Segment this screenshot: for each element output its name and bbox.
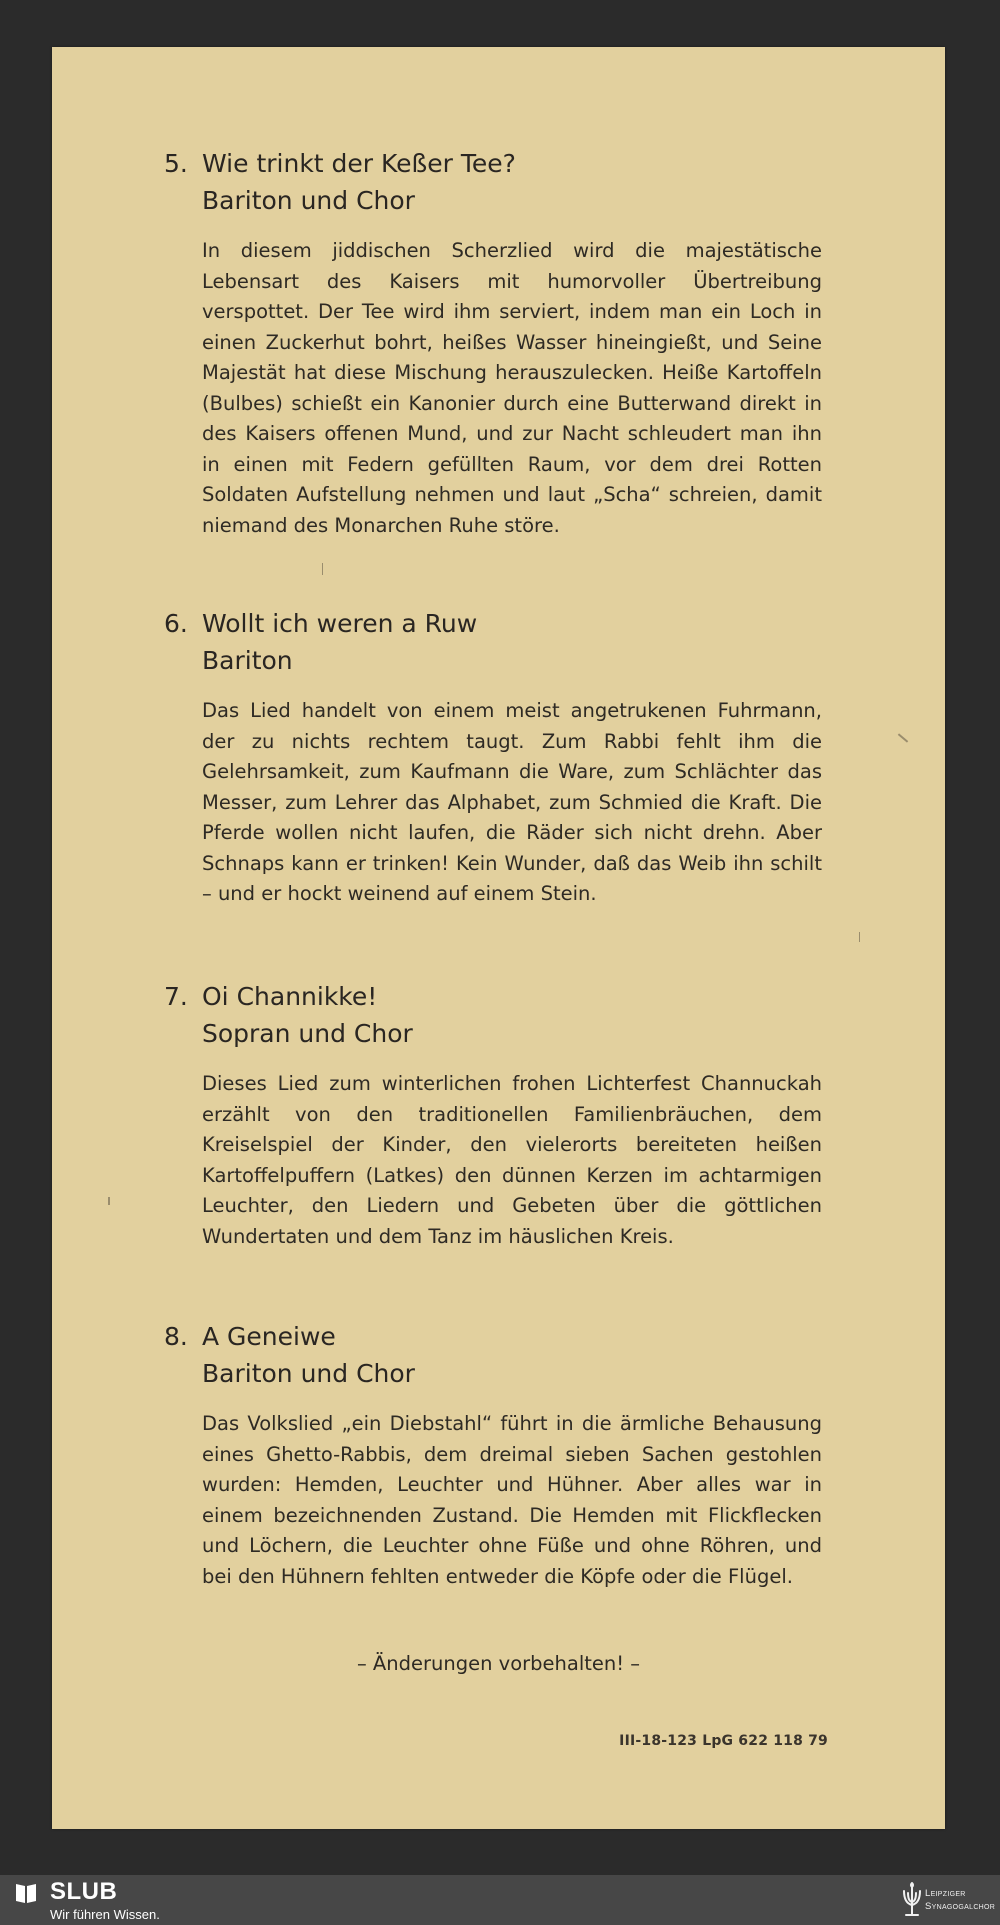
- song-performers: Bariton: [202, 646, 293, 675]
- choir-name: [925, 1887, 995, 1913]
- item-number: 5.: [164, 149, 188, 178]
- footer-bar: [0, 1875, 1000, 1925]
- song-performers: Bariton und Chor: [202, 1359, 415, 1388]
- changes-reserved-note: – Änderungen vorbehalten! –: [356, 1652, 641, 1675]
- library-tagline: Wir führen Wissen.: [50, 1907, 160, 1922]
- paper-speck: [859, 932, 860, 942]
- song-title: A Geneiwe: [202, 1322, 336, 1351]
- item-number: 7.: [164, 982, 188, 1011]
- song-performers: Sopran und Chor: [202, 1019, 413, 1048]
- song-performers: Bariton und Chor: [202, 186, 415, 215]
- program-sheet: [52, 47, 945, 1829]
- song-description: Dieses Lied zum winterlichen frohen Lichterfest Channuckah erzählt von den traditionellen Familienbräuchen, dem Kreiselspiel der Kinder, den vielerorts bereiteten heißen Kartoffelpuffern (Latkes) den dünnen Kerzen im achtarmigen Leuchter, den Liedern und Gebeten über die göttlichen Wundertaten und dem Tanz im häuslichen Kreis.: [202, 1072, 822, 1248]
- print-code: III-18-123 LpG 622 118 79: [619, 1733, 828, 1749]
- choir-name-line-1: Leipziger: [925, 1888, 966, 1899]
- song-description: In diesem jiddischen Scherzlied wird die majestätische Lebensart des Kaisers mit humorvoller Übertreibung verspottet. Der Tee wird ihm serviert, indem man ein Loch in einen Zuckerhut bohrt, heißes Wasser hineingießt, und Seine Majestät hat diese Mischung herauszulecken. Heiße Kartoffeln (Bulbes) schießt ein Kanonier durch eine Butterwand direkt in des Kaisers offenen Mund, und zur Nacht schleudert man ihn in einen mit Federn gefüllten Raum, vor dem drei Rotten Soldaten Aufstellung nehmen und laut „Scha“ schreien, damit niemand des Monarchen Ruhe störe.: [202, 239, 822, 537]
- song-title: Wollt ich weren a Ruw: [202, 609, 478, 638]
- item-number: 6.: [164, 609, 188, 638]
- song-title: Oi Channikke!: [202, 982, 378, 1011]
- paper-speck: [898, 733, 908, 742]
- menorah-logo-icon: [898, 1881, 926, 1921]
- item-number: 8.: [164, 1322, 188, 1351]
- library-name: SLUB: [50, 1878, 118, 1905]
- song-title: Wie trinkt der Keßer Tee?: [202, 149, 516, 178]
- song-description: Das Volkslied „ein Diebstahl“ führt in die ärmliche Behausung eines Ghetto-Rabbis, dem dreimal sieben Sachen gestohlen wurden: Hemden, Leuchter und Hühner. Aber alles war in einem bezeichnenden Zustand. Die Hemden mit Flickflecken und Löchern, die Leuchter ohne Füße und ohne Röhren, und bei den Hühnern fehlten entweder die Köpfe oder die Flügel.: [202, 1412, 822, 1588]
- book-logo-icon: [14, 1881, 38, 1905]
- paper-speck: [322, 563, 323, 575]
- song-description: Das Lied handelt von einem meist angetrukenen Fuhrmann, der zu nichts rechtem taugt. Zum Rabbi fehlt ihm die Gelehrsamkeit, zum Kaufmann die Ware, zum Schlächter das Messer, zum Lehrer das Alphabet, zum Schmied die Kraft. Die Pferde wollen nicht laufen, die Räder sich nicht drehn. Aber Schnaps kann er trinken! Kein Wunder, daß das Weib ihn schilt – und er hockt weinend auf einem Stein.: [202, 699, 822, 905]
- choir-name-line-2: Synagogalchor: [925, 1901, 996, 1912]
- paper-speck: [108, 1197, 110, 1205]
